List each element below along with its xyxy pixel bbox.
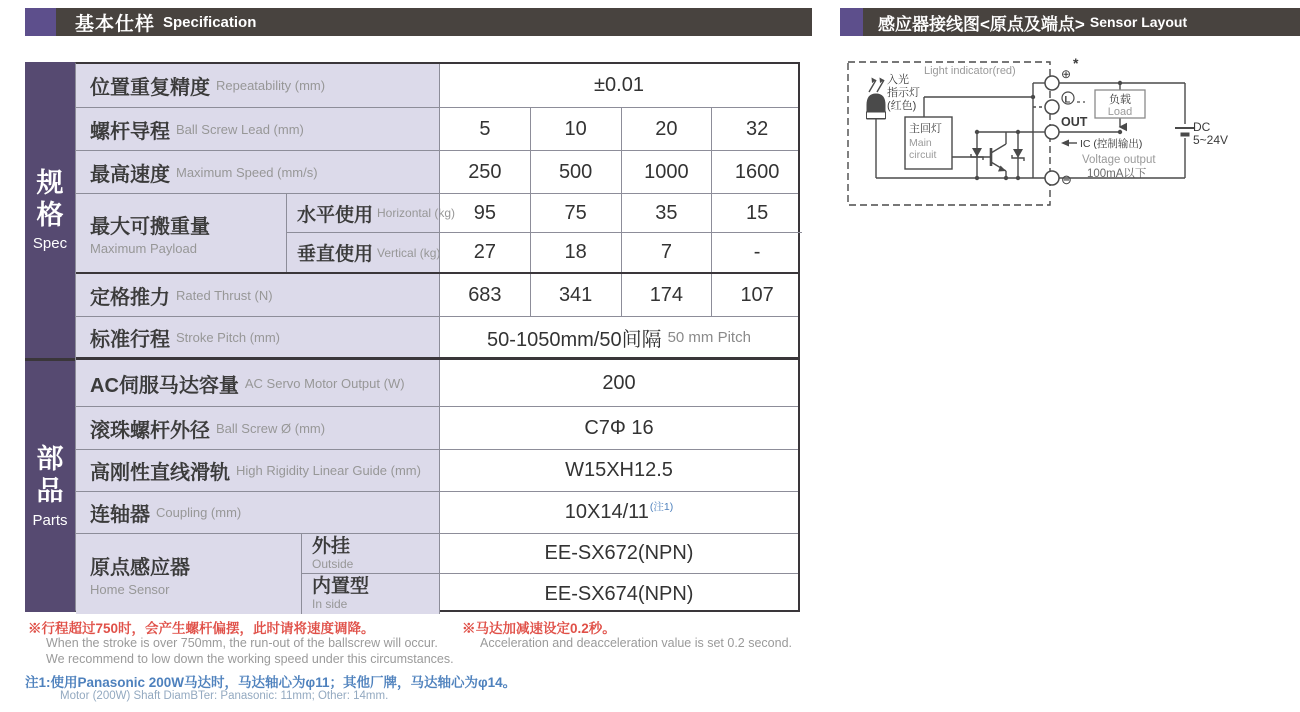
out-terminal-label: OUT [1061, 115, 1088, 129]
footnote-accel-en: Acceleration and deacceleration value is set 0.2 second. [480, 636, 792, 650]
cell-value: 10X14/11 $^{(注1)}$ [439, 492, 798, 533]
cell-value: 200 [439, 360, 798, 406]
cell-value: 500 [530, 151, 621, 193]
section-parts-en: Parts [32, 511, 68, 529]
row-label: 高刚性直线滑轨 High Rigidity Linear Guide (mm) [76, 450, 439, 491]
payload-subrows [286, 194, 802, 272]
footnote-stroke-warning-en1: When the stroke is over 750mm, the run-out of the ballscrew will occur. [46, 636, 438, 650]
subrow-label: 外挂 Outside [301, 534, 439, 573]
dc-label: DC [1193, 120, 1211, 134]
spec-header-zh: 基本仕样 [75, 13, 156, 35]
terminal-circles [1045, 76, 1059, 185]
note1-superscript: (注1) [649, 501, 674, 513]
section-spec-en: Spec [32, 235, 68, 253]
table-row-repeatability [76, 64, 798, 108]
cell-value: EE-SX672(NPN) [439, 534, 798, 573]
cell-value: 341 [530, 274, 621, 316]
svg-text:主回灯: 主回灯 [909, 123, 942, 135]
led-indicator-icon [867, 76, 886, 119]
section-parts-zh: 部品 [36, 444, 64, 506]
subrow-inside [301, 574, 798, 614]
cell-value: 1600 [711, 151, 802, 193]
section-label-spec [25, 62, 75, 358]
sensor-layout-header [840, 8, 1300, 36]
specification-table [25, 62, 800, 612]
minus-terminal-icon: ⊖ [1061, 172, 1072, 187]
cell-value: 5 [439, 108, 530, 150]
spec-table-rows [75, 62, 800, 612]
main-circuit-box [905, 117, 952, 169]
cell-value: W15XH12.5 [439, 450, 798, 491]
row-label: 滚珠螺杆外径 Ball Screw Ø (mm) [76, 407, 439, 449]
subrow-vertical [286, 233, 802, 272]
row-label: 定格推力 Rated Thrust (N) [76, 274, 439, 316]
svg-text:circuit: circuit [909, 149, 937, 161]
cell-value: 10 [530, 108, 621, 150]
footnote-stroke-warning-zh: ※行程超过750时，会产生螺杆偏摆，此时请将速度调降。 [28, 621, 375, 636]
table-row-stroke-pitch [76, 317, 798, 360]
cell-value: 7 [621, 233, 712, 272]
cell-value: 250 [439, 151, 530, 193]
row-label: 原点感应器 Home Sensor [76, 534, 301, 614]
table-row-rated-thrust [76, 274, 798, 317]
section-label-parts [25, 361, 75, 612]
cell-value: 174 [621, 274, 712, 316]
section-spec-zh: 规格 [36, 167, 64, 230]
subrow-outside [301, 534, 798, 574]
row-label: 最大可搬重量 Maximum Payload [76, 194, 286, 272]
row-label: 最高速度 Maximum Speed (mm/s) [76, 151, 439, 193]
sensor-header-en: Sensor Layout [1089, 14, 1188, 30]
footnote-accel-zh: ※马达加减速设定0.2秒。 [462, 621, 616, 636]
table-row-max-payload [76, 194, 798, 274]
cell-value: 18 [530, 233, 621, 272]
svg-text:Load: Load [1107, 106, 1133, 118]
svg-text:100mA以下: 100mA以下 [1087, 168, 1147, 180]
row-label: 标准行程 Stroke Pitch (mm) [76, 317, 439, 357]
footnote-stroke-warning-en2: We recommend to low down the working speed under this circumstances. [46, 652, 454, 666]
row-label: 位置重复精度 Repeatability (mm) [76, 64, 439, 107]
row-label: 连轴器 Coupling (mm) [76, 492, 439, 533]
terminal-labels [1061, 55, 1088, 187]
table-row-ball-screw-dia [76, 407, 798, 450]
table-row-home-sensor [76, 534, 798, 614]
cell-value: 15 [711, 194, 802, 232]
svg-text:Main: Main [909, 137, 932, 149]
svg-text:L: L [1064, 94, 1071, 106]
cell-value: 35 [621, 194, 712, 232]
sensor-subrows [301, 534, 798, 614]
asterisk-mark: * [1073, 55, 1079, 71]
subrow-label: 内置型 In side [301, 574, 439, 614]
cell-value: C7Φ 16 [439, 407, 798, 449]
footnote-shaft-en: Motor (200W) Shaft DiamBTer: Panasonic: 11mm; Other: 14mm. [60, 690, 389, 702]
subrow-label: 垂直使用 Vertical (kg) [286, 233, 439, 272]
left-arrow-icon [1061, 140, 1069, 147]
light-indicator-en-label: Light indicator(red) [924, 65, 1016, 77]
wiring-diagram-svg [840, 50, 1300, 220]
svg-text:Voltage output: Voltage output [1082, 154, 1156, 166]
svg-text:(红色): (红色) [887, 100, 917, 112]
table-row-coupling [76, 492, 798, 534]
section-band [25, 62, 75, 612]
sensor-header-zh: 感应器接线图<原点及端点> [878, 14, 1085, 34]
cell-value: EE-SX674(NPN) [439, 574, 798, 614]
dc-voltage-label: 5~24V [1193, 133, 1229, 147]
plus-terminal-icon: ⊕ [1061, 67, 1072, 81]
load-box [1095, 90, 1145, 118]
sensor-wiring-diagram [840, 50, 1300, 220]
cell-value: 50-1050mm/50间隔 50 mm Pitch [439, 317, 798, 357]
table-row-ball-screw-lead [76, 108, 798, 151]
cell-value: 1000 [621, 151, 712, 193]
header-accent-square [840, 8, 863, 36]
row-label: AC伺服马达容量 AC Servo Motor Output (W) [76, 360, 439, 406]
cell-value: 107 [711, 274, 802, 316]
table-row-max-speed [76, 151, 798, 194]
svg-text:入光: 入光 [887, 74, 909, 86]
subrow-horizontal [286, 194, 802, 233]
cell-value: 683 [439, 274, 530, 316]
cell-value: 27 [439, 233, 530, 272]
row-label: 螺杆导程 Ball Screw Lead (mm) [76, 108, 439, 150]
output-annotations [1061, 137, 1156, 180]
header-accent-square [25, 8, 56, 36]
battery-icon [1175, 120, 1228, 147]
footnote-shaft-zh: 注1:使用Panasonic 200W马达时，马达轴心为φ11；其他厂牌，马达轴心为φ14。 [25, 675, 517, 690]
cell-value: 20 [621, 108, 712, 150]
svg-text:指示灯: 指示灯 [887, 87, 920, 99]
spec-header-en: Specification [163, 13, 257, 31]
spec-section-header [25, 8, 812, 36]
cell-value: 32 [711, 108, 802, 150]
cell-value: ±0.01 [439, 64, 798, 107]
cell-value: - [711, 233, 802, 272]
svg-text:负载: 负载 [1109, 94, 1131, 106]
subrow-label: 水平使用 Horizontal (kg) [286, 194, 439, 232]
cell-value: 75 [530, 194, 621, 232]
svg-text:IC (控制输出): IC (控制输出) [1080, 138, 1143, 150]
table-row-servo-output [76, 360, 798, 407]
table-row-linear-guide [76, 450, 798, 492]
led-indicator-labels [887, 65, 1016, 112]
cell-value: 95 [439, 194, 530, 232]
